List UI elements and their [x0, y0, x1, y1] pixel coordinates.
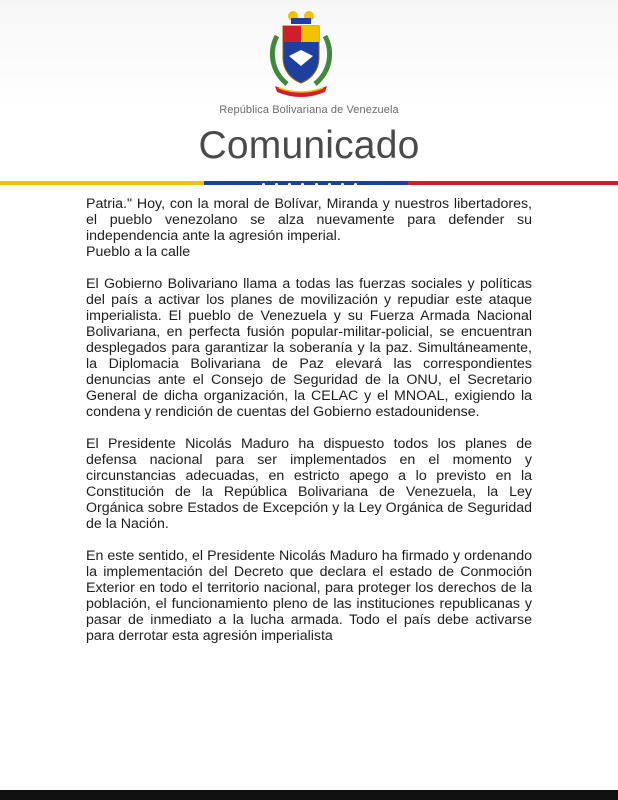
- star-icon: [315, 183, 318, 186]
- star-icon: [328, 183, 331, 186]
- coat-of-arms-icon: [265, 6, 337, 98]
- star-icon: [288, 183, 291, 186]
- paragraph: El Gobierno Bolivariano llama a todas las fuerzas sociales y políticas del país a activar los planes de movilización y repudiar este ataque imperialista. El pueblo de Venezuela y su Fuerza Armada Nacional Bolivariana, en perfecta fusión popular-militar-policial, se encuentran desplegados para garantizar la soberanía y la paz. Simultáneamente, la Diplomacia Bolivariana de Paz elevará las correspondientes denuncias ante el Consejo de Seguridad de la ONU, el Secretario General de dicha organización, la CELAC y el MNOAL, exigiendo la condena y rendición de cuentas del Gobierno estadounidense.: [86, 276, 532, 420]
- star-icon: [341, 183, 344, 186]
- star-icon: [301, 183, 304, 186]
- paragraph: En este sentido, el Presidente Nicolás Maduro ha firmado y ordenando la implementación del Decreto que declara el estado de Conmoción Exterior en todo el territorio nacional, para proteger los derechos de la población, el funcionamiento pleno de las instituciones republicanas y pasar de inmediato a la lucha armada. Todo el país debe activarse para derrotar esta agresión imperialista: [86, 548, 532, 644]
- star-icon: [262, 183, 265, 186]
- paragraph: Patria." Hoy, con la moral de Bolívar, Miranda y nuestros libertadores, el pueblo venezolano se alza nuevamente para defender su independencia ante la agresión imperial.: [86, 196, 532, 244]
- star-icon: [354, 183, 357, 186]
- stars-row: [262, 183, 357, 187]
- document-title: Comunicado: [198, 124, 420, 167]
- star-icon: [275, 183, 278, 186]
- paragraph: Pueblo a la calle: [86, 244, 191, 260]
- paragraph: El Presidente Nicolás Maduro ha dispuesto todos los planes de defensa nacional para ser implementados en el momento y circunstancias adecuadas, en estricto apego a lo previsto en la Constitución de la República Bolivariana de Venezuela, la Ley Orgánica sobre Estados de Excepción y la Ley Orgánica de Seguridad de la Nación.: [86, 436, 532, 532]
- bottom-bar: [0, 790, 618, 800]
- document-header: [0, 0, 618, 183]
- communique-body: [86, 196, 532, 644]
- republic-name: República Bolivariana de Venezuela: [219, 104, 399, 116]
